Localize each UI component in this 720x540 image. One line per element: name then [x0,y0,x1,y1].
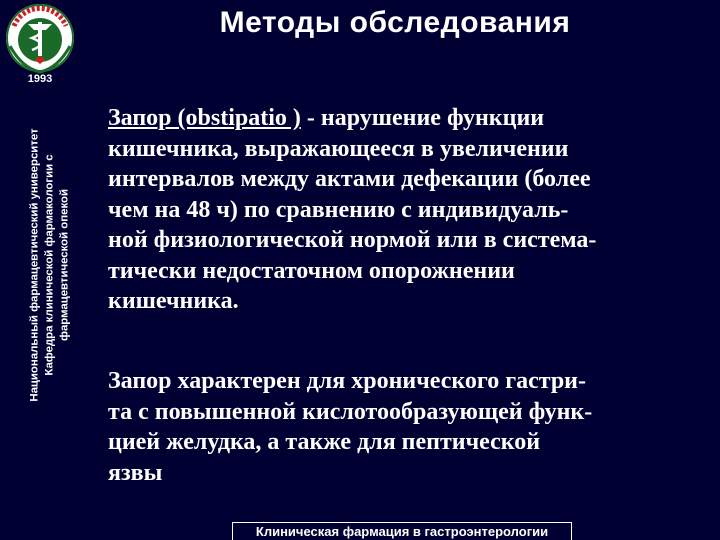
side-line-university: Национальный фармацевтический университет [28,128,41,402]
side-caption [20,100,80,430]
definition-line: кишечника, выражающееся в увеличении [108,135,569,162]
definition-line: - нарушение функции [300,105,545,131]
side-line-department: Кафедра клинической фармакологии с [43,154,56,376]
side-line-department-cont: фармацевтической опекой [58,189,71,341]
note-line: та с повышенной кислотообразующей функ- [108,398,593,425]
definition-line: кишечника. [108,288,239,314]
defined-term: Запор (obstipatio ) [108,105,301,131]
note-line: цией желудка, а также для пептической [108,429,541,455]
footer-caption: Клиническая фармация в гастроэнтерологии [232,522,572,540]
university-logo [2,2,78,86]
note-line: язвы [108,459,163,486]
note-paragraph [108,366,708,488]
note-line: Запор характерен для хронического гастри- [108,368,586,394]
definition-line: интервалов между актами дефекации (более [108,166,591,192]
definition-line: ной физиологической нормой или в система- [108,227,597,253]
definition-line: чем на 48 ч) по сравнению с индивидуаль- [108,196,569,223]
definition-paragraph [108,103,708,317]
logo-year: 1993 [27,73,53,85]
slide-title: Методы обследования [219,6,571,39]
definition-line: тически недостаточном опорожнении [108,257,515,284]
